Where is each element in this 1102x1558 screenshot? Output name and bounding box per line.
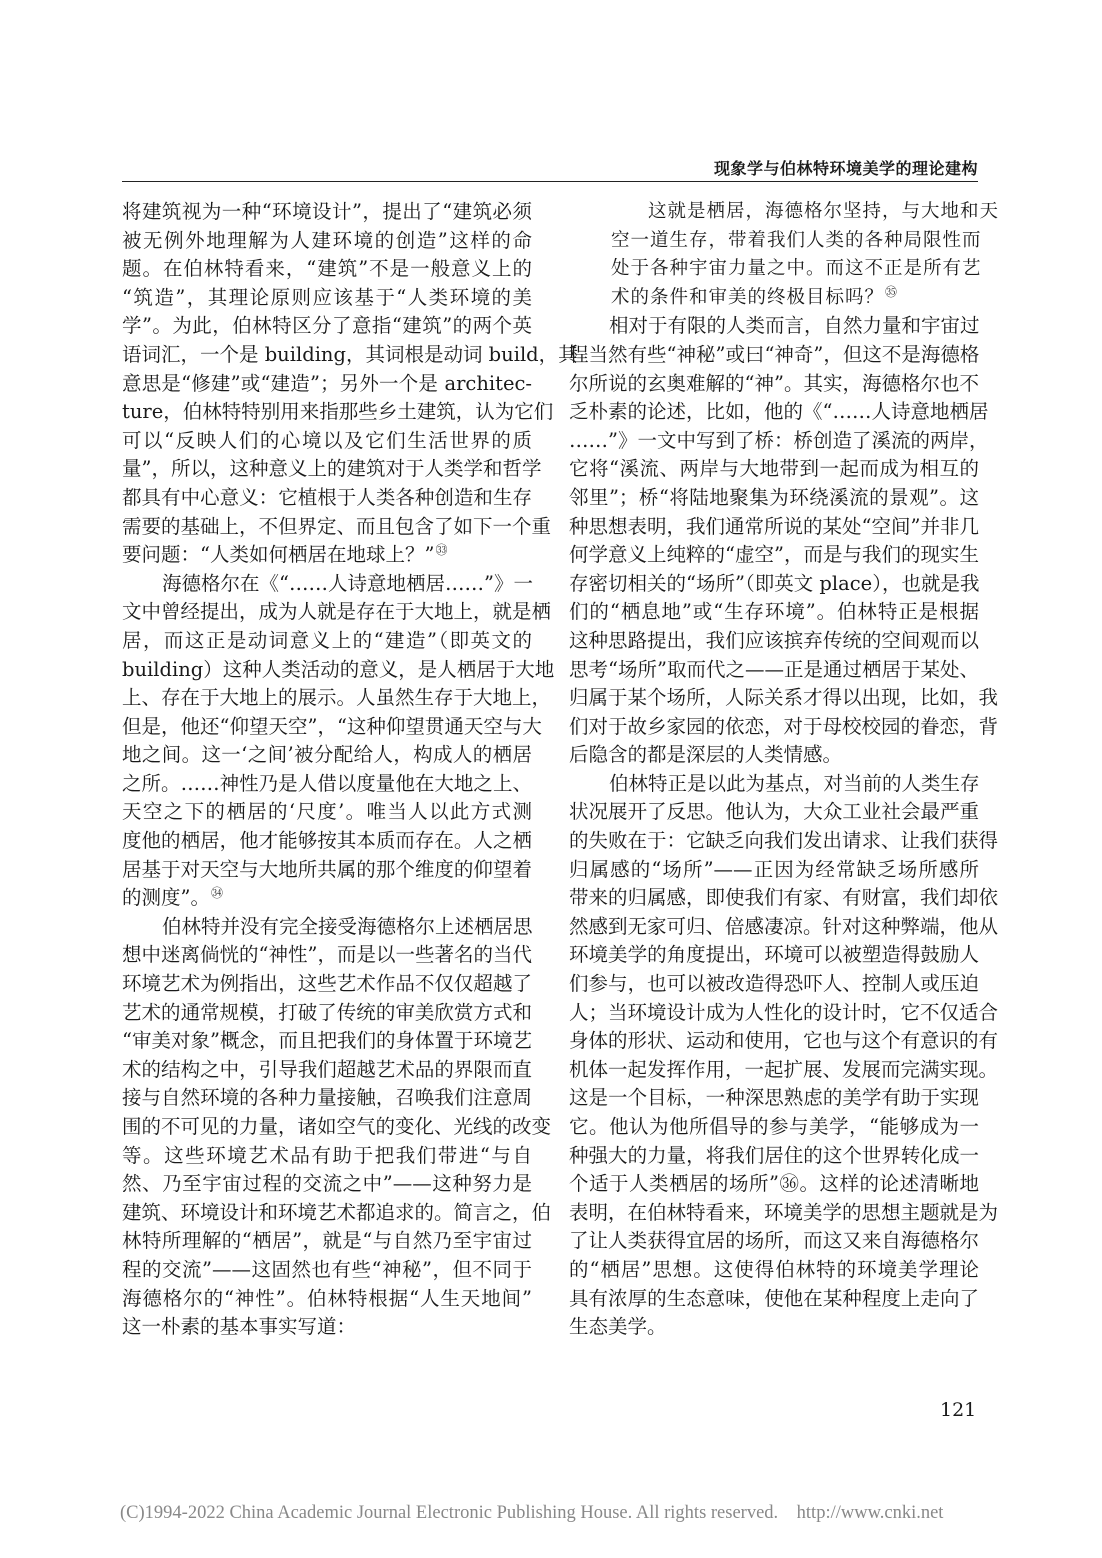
text-line <box>122 713 542 742</box>
text-line <box>569 398 989 427</box>
line-text: 居，而这正是动词意义上的“建造”（即英文的 <box>122 628 532 652</box>
line-text: 量”，所以，这种意义上的建筑对于人类学和哲学 <box>122 457 542 481</box>
block-quote <box>569 198 1000 312</box>
paragraph <box>569 312 999 770</box>
line-text: 将建筑视为一种“环境设计”，提出了“建筑必须 <box>122 200 532 223</box>
copyright-notice: (C)1994-2022 China Academic Journal Electronic Publishing House. All rights reserved. http://www.cnki.net <box>120 1503 944 1523</box>
text-line <box>122 1256 532 1285</box>
line-text: 地之间。这一‘之间’被分配给人，构成人的栖居 <box>122 743 532 767</box>
text-line <box>569 484 979 513</box>
text-line <box>122 312 532 341</box>
text-line <box>569 312 979 341</box>
line-text: 这就是栖居，海德格尔坚持，与大地和天 <box>648 201 1000 222</box>
line-text: 它将“溪流、两岸与大地带到一起而成为相互的 <box>569 457 979 481</box>
text-line <box>569 999 999 1028</box>
text-line <box>122 741 532 770</box>
footnote-marker[interactable]: ㉝ <box>435 542 448 557</box>
line-text: 伯林特并没有完全接受海德格尔上述栖居思 <box>162 914 533 938</box>
text-line <box>569 570 979 599</box>
line-text: 这是一个目标，一种深思熟虑的美学有助于实现 <box>569 1086 979 1110</box>
line-text: “筑造”，其理论原则应该基于“人类环境的美 <box>122 285 532 309</box>
text-line <box>122 656 555 685</box>
line-text: 环境艺术为例指出，这些艺术作品不仅仅超越了 <box>122 972 532 996</box>
text-line <box>569 684 999 713</box>
line-text: 个适于人类栖居的场所”㊱。这样的论述清晰地 <box>569 1172 979 1196</box>
text-line <box>122 284 532 313</box>
text-line <box>122 1084 532 1113</box>
text-line <box>122 598 552 627</box>
line-text: 带来的归属感，即使我们有家、有财富，我们却依 <box>569 886 999 910</box>
footnote-marker[interactable]: ㉟ <box>885 284 899 299</box>
text-line <box>122 798 532 827</box>
text-line <box>569 941 979 970</box>
line-text: 机体一起发挥作用，一起扩展、发展而完满实现。 <box>569 1057 999 1081</box>
text-line <box>569 513 979 542</box>
text-line <box>122 198 532 227</box>
line-text: 然、乃至宇宙过程的交流之中”——这种努力是 <box>122 1172 532 1196</box>
line-text: 可以“反映人们的心境以及它们生活世界的质 <box>122 428 532 452</box>
text-line <box>569 913 999 942</box>
text-line <box>122 484 532 513</box>
line-text: 语词汇，一个是 building，其词根是动词 build，其 <box>122 342 578 366</box>
text-line <box>122 1056 532 1085</box>
line-text: 之所。……神性乃是人借以度量他在大地之上、 <box>122 771 532 795</box>
left-column <box>122 198 578 1342</box>
paragraph <box>569 770 999 1342</box>
text-line <box>122 827 532 856</box>
text-line <box>122 1285 532 1314</box>
line-text: 题。在伯林特看来，“建筑”不是一般意义上的 <box>122 257 532 281</box>
line-text: 的失败在于：它缺乏向我们发出请求、让我们获得 <box>569 829 999 853</box>
line-text: 们的“栖息地”或“生存环境”。伯林特正是根据 <box>569 600 979 624</box>
line-text: 了让人类获得宜居的场所，而这又来自海德格尔 <box>569 1229 979 1253</box>
text-line <box>569 1170 979 1199</box>
text-line <box>569 1285 979 1314</box>
line-text: 身体的形状、运动和使用，它也与这个有意识的有 <box>569 1029 999 1053</box>
text-line <box>122 541 532 570</box>
line-text: 空一道生存，带着我们人类的各种局限性而 <box>611 229 982 251</box>
line-text: 居基于对天空与大地所共属的那个维度的仰望着 <box>122 857 532 881</box>
line-text: 海德格尔在《“……人诗意地栖居……”》一 <box>162 571 533 595</box>
line-text: 术的条件和审美的终极目标吗？ <box>611 286 885 308</box>
line-text: 环境美学的角度提出，环境可以被塑造得鼓励人 <box>569 943 979 967</box>
text-line <box>122 1113 552 1142</box>
line-text: 但是，他还“仰望天空”，“这种仰望贯通天空与大 <box>122 714 542 738</box>
header-rule <box>122 181 978 182</box>
text-line <box>122 970 532 999</box>
text-line <box>569 1056 999 1085</box>
line-text: 被无例外地理解为人建环境的创造”这样的命 <box>122 228 532 252</box>
line-text: 想中迷离倘恍的“神性”，而是以一些著名的当代 <box>122 943 532 967</box>
line-text: 相对于有限的人类而言，自然力量和宇宙过 <box>609 314 980 338</box>
quote-paragraph <box>569 198 1000 312</box>
line-text: 种强大的力量，将我们居住的这个世界转化成一 <box>569 1143 979 1167</box>
line-text: 程当然有些“神秘”或曰“神奇”，但这不是海德格 <box>569 342 980 366</box>
text-line <box>122 398 554 427</box>
line-text: 人；当环境设计成为人性化的设计时，它不仅适合 <box>569 1000 999 1024</box>
line-text: 尔所说的玄奥难解的“神”。其实，海德格尔也不 <box>569 371 979 395</box>
line-text: 它。他认为他所倡导的参与美学，“能够成为一 <box>569 1115 979 1138</box>
text-line <box>569 1084 979 1113</box>
line-text: building）这种人类活动的意义，是人栖居于大地 <box>122 657 555 681</box>
line-text: 邻里”；桥“将陆地聚集为环绕溪流的景观”。这 <box>569 485 979 509</box>
line-text: 度他的栖居，他才能够按其本质而存在。人之栖 <box>122 829 532 853</box>
text-line <box>122 1199 552 1228</box>
text-line <box>122 1227 532 1256</box>
line-text: 们参与，也可以被改造得恐吓人、控制人或压迫 <box>569 972 979 996</box>
line-text: 表明，在伯林特看来，环境美学的思想主题就是为 <box>569 1200 999 1224</box>
text-line <box>122 627 532 656</box>
line-text: ture，伯林特特别用来指那些乡土建筑，认为它们 <box>122 400 554 424</box>
line-text: 林特所理解的“栖居”，就是“与自然乃至宇宙过 <box>122 1229 532 1253</box>
text-line <box>569 884 999 913</box>
text-line <box>122 913 532 942</box>
footnote-marker[interactable]: ㉞ <box>210 885 223 900</box>
text-line <box>569 770 979 799</box>
text-line <box>569 598 979 627</box>
text-line <box>569 1313 979 1342</box>
right-column <box>569 198 1000 1342</box>
line-text: 建筑、环境设计和环境艺术都追求的。简言之，伯 <box>122 1200 552 1224</box>
line-text: 上、存在于大地上的展示。人虽然生存于大地上， <box>122 686 552 710</box>
text-line <box>569 541 979 570</box>
text-line <box>569 284 979 313</box>
line-text: 都具有中心意义：它植根于人类各种创造和生存 <box>122 485 532 509</box>
line-text: 种思想表明，我们通常所说的某处“空间”并非几 <box>569 514 979 538</box>
text-line <box>569 1142 979 1171</box>
text-line <box>569 741 979 770</box>
text-line <box>569 798 979 827</box>
line-text: 的“栖居”思想。这使得伯林特的环境美学理论 <box>569 1257 979 1281</box>
text-line <box>569 427 989 456</box>
text-line <box>122 856 532 885</box>
text-line <box>569 1027 999 1056</box>
line-text: 艺术的通常规模，打破了传统的审美欣赏方式和 <box>122 1000 532 1024</box>
text-line <box>122 227 532 256</box>
text-line <box>569 1113 979 1142</box>
line-text: 术的结构之中，引导我们超越艺术品的界限而直 <box>122 1057 532 1081</box>
text-line <box>569 627 979 656</box>
paragraph <box>122 198 578 570</box>
text-line <box>122 370 532 399</box>
text-line <box>122 770 532 799</box>
line-text: 天空之下的栖居的‘尺度’。唯当人以此方式测 <box>122 800 532 824</box>
text-line <box>122 999 532 1028</box>
line-text: 状况展开了反思。他认为，大众工业社会最严重 <box>569 800 979 824</box>
text-line <box>569 827 999 856</box>
line-text: 具有浓厚的生态意味，使他在某种程度上走向了 <box>569 1286 979 1310</box>
line-text: 乏朴素的论述，比如，他的《“……人诗意地栖居 <box>569 400 989 424</box>
text-line <box>122 1170 532 1199</box>
text-line <box>122 941 532 970</box>
text-line <box>122 455 542 484</box>
text-line <box>569 656 979 685</box>
page-number: 121 <box>940 1399 977 1421</box>
text-line <box>122 1142 532 1171</box>
line-text: 然感到无家可归、倍感凄凉。针对这种弊端，他从 <box>569 914 999 938</box>
line-text: 归属感的“场所”——正因为经常缺乏场所感所 <box>569 857 979 881</box>
text-line <box>122 570 532 599</box>
line-text: 要问题：“人类如何栖居在地球上？” <box>122 543 435 567</box>
text-line <box>122 513 552 542</box>
line-text: 接与自然环境的各种力量接触，召唤我们注意周 <box>122 1086 532 1110</box>
text-line <box>569 713 999 742</box>
line-text: 程的交流”——这固然也有些“神秘”，但不同于 <box>122 1257 532 1281</box>
text-line <box>569 1199 999 1228</box>
text-line <box>122 884 532 913</box>
text-line <box>122 684 552 713</box>
line-text: 等。这些环境艺术品有助于把我们带进“与自 <box>122 1143 532 1167</box>
right-paragraphs <box>569 312 999 1341</box>
line-text: 生态美学。 <box>569 1315 667 1339</box>
line-text: 需要的基础上，不但界定、而且包含了如下一个重 <box>122 514 552 538</box>
text-line <box>569 341 979 370</box>
line-text: ……”》一文中写到了桥：桥创造了溪流的两岸， <box>569 428 989 452</box>
line-text: 处于各种宇宙力量之中。而这不正是所有艺 <box>611 258 982 280</box>
text-line <box>122 1313 532 1342</box>
text-line <box>122 341 578 370</box>
text-line <box>569 198 1000 227</box>
line-text: 学”。为此，伯林特区分了意指“建筑”的两个英 <box>122 314 532 338</box>
line-text: 伯林特正是以此为基点，对当前的人类生存 <box>609 771 980 795</box>
line-text: 的测度”。 <box>122 886 210 910</box>
line-text: 思考“场所”取而代之——正是通过栖居于某处、 <box>569 657 979 681</box>
paragraph <box>122 570 555 913</box>
paragraph <box>122 913 552 1342</box>
text-line <box>569 227 982 256</box>
line-text: 归属于某个场所，人际关系才得以出现，比如，我 <box>569 686 999 710</box>
line-text: 这一朴素的基本事实写道： <box>122 1315 357 1339</box>
line-text: 意思是“修建”或“建造”；另外一个是 architec- <box>122 371 532 395</box>
text-line <box>122 1027 532 1056</box>
text-line <box>569 1227 979 1256</box>
line-text: 们对于故乡家园的依恋，对于母校校园的眷恋，背 <box>569 714 999 738</box>
line-text: 文中曾经提出，成为人就是存在于大地上，就是栖 <box>122 600 552 624</box>
text-line <box>569 255 982 284</box>
text-line <box>569 370 979 399</box>
text-line <box>569 455 979 484</box>
text-line <box>122 427 532 456</box>
text-line <box>569 970 979 999</box>
text-line <box>122 255 532 284</box>
line-text: 这种思路提出，我们应该摈弃传统的空间观而以 <box>569 628 979 652</box>
running-header-title: 现象学与伯林特环境美学的理论建构 <box>713 159 978 178</box>
line-text: 存密切相关的“场所”（即英文 place），也就是我 <box>569 571 980 595</box>
line-text: 海德格尔的“神性”。伯林特根据“人生天地间” <box>122 1286 532 1310</box>
line-text: 围的不可见的力量，诸如空气的变化、光线的改变 <box>122 1115 552 1138</box>
line-text: 何学意义上纯粹的“虚空”，而是与我们的现实生 <box>569 543 979 567</box>
line-text: “审美对象”概念，而且把我们的身体置于环境艺 <box>122 1029 532 1053</box>
text-line <box>569 1256 979 1285</box>
text-line <box>569 856 979 885</box>
line-text: 后隐含的都是深层的人类情感。 <box>569 743 843 767</box>
